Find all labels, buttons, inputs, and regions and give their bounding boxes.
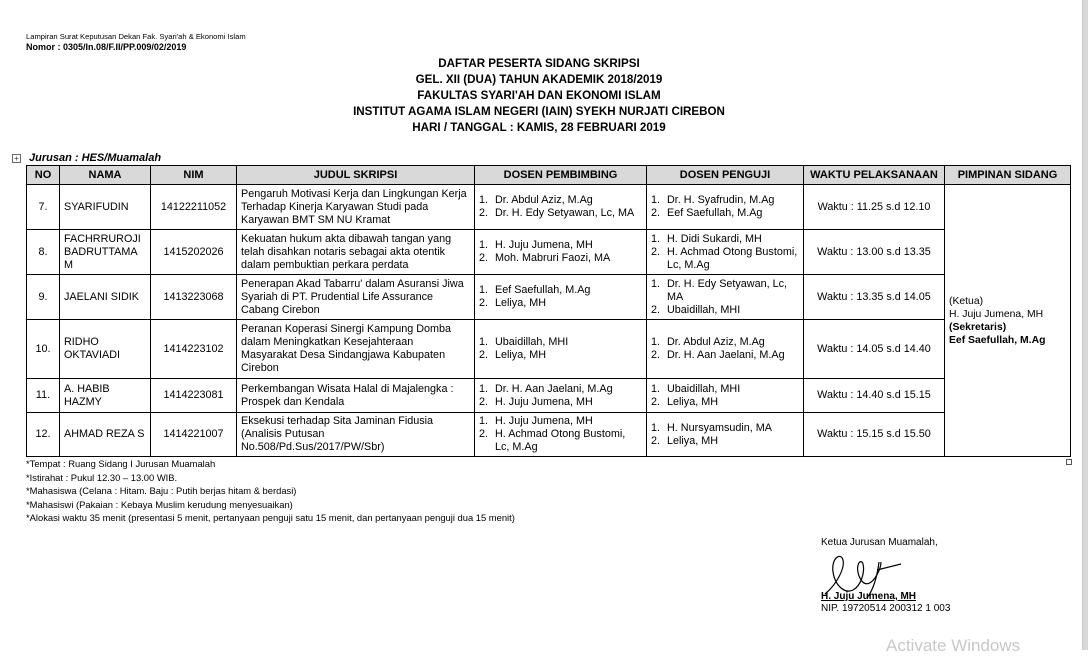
list-item — [651, 233, 799, 246]
note-item: *Mahasiswa (Celana : Hitam. Baju : Putih berjas hitam & berdasi) — [26, 485, 297, 496]
list-item — [479, 349, 642, 362]
list-item — [479, 207, 642, 220]
header-nim: NIM — [151, 166, 237, 185]
list-number: 1. — [651, 277, 661, 290]
list-item — [651, 435, 799, 448]
list-number: 1. — [651, 194, 661, 206]
table-header — [27, 166, 1071, 185]
lecturer-name: Eef Saefullah, M.Ag — [495, 284, 591, 296]
list-number: 1. — [479, 194, 489, 206]
list-item — [479, 396, 642, 409]
cell-judul: Perkembangan Wisata Halal di Majalengka : Prospek dan Kendala — [237, 379, 475, 413]
cell-penguji — [647, 230, 804, 275]
cell-penguji — [647, 413, 804, 457]
list-item — [479, 415, 642, 428]
list-number: 2. — [651, 434, 661, 447]
cell-nama: AHMAD REZA S — [60, 413, 151, 457]
reference — [26, 31, 246, 53]
cell-pembimbing — [475, 413, 647, 457]
header-penguji: DOSEN PENGUJI — [647, 166, 804, 185]
list-item — [479, 297, 642, 310]
lecturer-name: Dr. Abdul Aziz, M.Ag — [495, 194, 593, 206]
list-number: 2. — [479, 207, 489, 219]
decree-number: Nomor : 0305/In.08/F.II/PP.009/02/2019 — [26, 42, 187, 52]
cell-penguji — [647, 320, 804, 379]
cell-judul: Pengaruh Motivasi Kerja dan Lingkungan Kerja Terhadap Kinerja Karyawan Studi pada Karyawan BMT SM NU Kramat — [237, 185, 475, 230]
cell-waktu: Waktu : 11.25 s.d 12.10 — [804, 185, 945, 230]
table-row — [27, 275, 1071, 320]
list-number: 1. — [651, 382, 661, 395]
examiner-name: H. Achmad Otong Bustomi, Lc, M.Ag — [667, 245, 798, 271]
title-line: DAFTAR PESERTA SIDANG SKRIPSI — [438, 57, 640, 70]
examiner-name: Dr. H. Edy Setyawan, Lc, MA — [667, 277, 788, 303]
cell-no: 10. — [27, 320, 60, 379]
title-line: INSTITUT AGAMA ISLAM NEGERI (IAIN) SYEKH NURJATI CIREBON — [353, 105, 725, 118]
jurusan-label: Jurusan : HES/Muamalah — [29, 152, 162, 164]
lecturer-name: Dr. H. Aan Jaelani, M.Ag — [495, 382, 613, 395]
note-item: *Alokasi waktu 35 menit (presentasi 5 menit, pertanyaan penguji satu 15 menit, dan pertanyaan penguji dua 15 menit) — [26, 512, 515, 523]
note-item: *Mahasiswi (Pakaian : Kebaya Muslim kerudung menyesuaikan) — [26, 498, 293, 510]
cell-waktu: Waktu : 13.35 s.d 14.05 — [804, 275, 945, 320]
cell-judul: Kekuatan hukum akta dibawah tangan yang telah disahkan notaris sebagai akta otentik dalam pembuktian perkara perdata — [237, 230, 475, 275]
cell-pembimbing — [475, 230, 647, 275]
cell-pembimbing — [475, 185, 647, 230]
list-item — [651, 194, 799, 207]
list-item — [479, 239, 642, 252]
cell-waktu: Waktu : 14.05 s.d 14.40 — [804, 320, 945, 379]
cell-penguji — [647, 185, 804, 230]
list-number: 2. — [479, 297, 489, 309]
cell-nama: JAELANI SIDIK — [60, 275, 151, 320]
list-number: 2. — [479, 428, 489, 440]
cell-pembimbing — [475, 320, 647, 379]
list-item — [479, 428, 642, 454]
cell-judul: Peranan Koperasi Sinergi Kampung Domba dalam Meningkatkan Kesejahteraan Masyarakat Desa Sindangjawa Kabupaten Cirebon — [237, 320, 475, 379]
notes — [26, 457, 515, 525]
examiner-name: H. Didi Sukardi, MH — [667, 232, 762, 245]
cell-nim: 1414221007 — [151, 413, 237, 457]
lecturer-name: H. Achmad Otong Bustomi, Lc, M.Ag — [495, 428, 626, 453]
list-number: 2. — [651, 395, 661, 408]
title-line: GEL. XII (DUA) TAHUN AKADEMIK 2018/2019 — [415, 73, 663, 86]
list-item — [651, 396, 799, 409]
title-line: HARI / TANGGAL : KAMIS, 28 FEBRUARI 2019 — [412, 121, 666, 134]
lecturer-name: H. Juju Jumena, MH — [495, 395, 593, 408]
list-item — [651, 304, 799, 317]
signature-block — [821, 537, 951, 614]
examiner-name: Ubaidillah, MHI — [667, 382, 741, 395]
table-move-handle-icon[interactable]: + — [12, 154, 21, 163]
cell-nama: A. HABIB HAZMY — [60, 379, 151, 413]
cell-nim: 1414223102 — [151, 320, 237, 379]
list-item — [479, 336, 642, 349]
list-number: 1. — [651, 232, 661, 245]
list-number: 1. — [479, 415, 489, 427]
cell-penguji — [647, 379, 804, 413]
cell-waktu: Waktu : 15.15 s.d 15.50 — [804, 413, 945, 457]
note-item: *Tempat : Ruang Sidang I Jurusan Muamalah — [26, 458, 216, 469]
list-item — [651, 207, 799, 220]
lecturer-name: Leliya, MH — [495, 349, 547, 361]
cell-nim: 1413223068 — [151, 275, 237, 320]
list-number: 2. — [479, 349, 489, 361]
table-row — [27, 185, 1071, 230]
list-item — [651, 278, 799, 304]
cell-no: 12. — [27, 413, 60, 457]
header-nama: NAMA — [60, 166, 151, 185]
examiner-name: H. Nursyamsudin, MA — [667, 421, 772, 434]
ketua-label: (Ketua) — [949, 295, 984, 307]
header-pembimbing: DOSEN PEMBIMBING — [475, 166, 647, 185]
cell-no: 7. — [27, 185, 60, 230]
list-number: 1. — [479, 239, 489, 251]
cell-nama: RIDHO OKTAVIADI — [60, 320, 151, 379]
list-number: 1. — [651, 336, 661, 348]
cell-pembimbing — [475, 275, 647, 320]
note-item: *Istirahat : Pukul 12.30 – 13.00 WIB. — [26, 471, 178, 483]
cell-judul: Eksekusi terhadap Sita Jaminan Fidusia (Analisis Putusan No.508/Pd.Sus/2017/PW/Sbr) — [237, 413, 475, 457]
cell-judul: Penerapan Akad Tabarru' dalam Asuransi Jiwa Syariah di PT. Prudential Life Assurance Cabang Cirebon — [237, 275, 475, 320]
list-number: 1. — [479, 382, 489, 395]
cell-no: 8. — [27, 230, 60, 275]
table-resize-handle-icon[interactable] — [1066, 459, 1072, 465]
cell-penguji — [647, 275, 804, 320]
lecturer-name: Dr. H. Edy Setyawan, Lc, MA — [495, 207, 635, 219]
cell-nim: 1414223081 — [151, 379, 237, 413]
list-number: 1. — [651, 421, 661, 434]
lecturer-name: H. Juju Jumena, MH — [495, 415, 593, 427]
list-item — [651, 383, 799, 396]
handwritten-signature-icon — [819, 550, 919, 602]
list-number: 2. — [479, 395, 489, 408]
header-pimpinan: PIMPINAN SIDANG — [945, 166, 1071, 185]
document-title — [0, 56, 1078, 136]
list-item — [479, 284, 642, 297]
list-number: 2. — [651, 303, 661, 316]
list-number: 2. — [651, 349, 661, 361]
list-item — [479, 252, 642, 265]
lecturer-name: Leliya, MH — [495, 297, 547, 309]
cell-nama: SYARIFUDIN — [60, 185, 151, 230]
examiner-name: Leliya, MH — [667, 395, 719, 408]
lecturer-name: H. Juju Jumena, MH — [495, 239, 593, 251]
participants-table — [26, 165, 1071, 457]
table-row — [27, 379, 1071, 413]
lecturer-name: Ubaidillah, MHI — [495, 336, 569, 348]
signature-title: Ketua Jurusan Muamalah, — [821, 537, 938, 548]
header-no: NO — [27, 166, 60, 185]
list-number: 1. — [479, 336, 489, 348]
list-number: 2. — [651, 245, 661, 258]
examiner-name: Dr. H. Aan Jaelani, M.Ag — [667, 349, 785, 361]
ketua-name: H. Juju Jumena, MH — [949, 308, 1044, 320]
list-item — [479, 383, 642, 396]
list-item — [651, 336, 799, 349]
sekretaris-name: Eef Saefullah, M.Ag — [949, 334, 1046, 346]
cell-nim: 14122211052 — [151, 185, 237, 230]
cell-pembimbing — [475, 379, 647, 413]
cell-nama: FACHRRUROJI BADRUTTAMA M — [60, 230, 151, 275]
examiner-name: Eef Saefullah, M.Ag — [667, 207, 763, 219]
cell-nim: 1415202026 — [151, 230, 237, 275]
reference-line: Lampiran Surat Keputusan Dekan Fak. Syari'ah & Ekonomi Islam — [26, 32, 246, 41]
examiner-name: Dr. H. Syafrudin, M.Ag — [667, 194, 775, 206]
list-item — [651, 349, 799, 362]
signatory-name: H. Juju Jumena, MH — [821, 591, 917, 602]
list-number: 1. — [479, 284, 489, 296]
table-row — [27, 413, 1071, 457]
title-line: FAKULTAS SYARI'AH DAN EKONOMI ISLAM — [417, 89, 661, 102]
table-row — [27, 320, 1071, 379]
list-item — [651, 422, 799, 435]
examiner-name: Dr. Abdul Aziz, M.Ag — [667, 336, 765, 348]
lecturer-name: Moh. Mabruri Faozi, MA — [495, 252, 611, 264]
cell-waktu: Waktu : 14.40 s.d 15.15 — [804, 379, 945, 413]
list-number: 2. — [479, 252, 489, 264]
list-number: 2. — [651, 207, 661, 219]
examiner-name: Ubaidillah, MHI — [667, 303, 741, 316]
signatory-nip: NIP. 19720514 200312 1 003 — [821, 603, 951, 614]
examiner-name: Leliya, MH — [667, 434, 719, 447]
header-waktu: WAKTU PELAKSANAAN — [804, 166, 945, 185]
table-row — [27, 230, 1071, 275]
list-item — [651, 246, 799, 272]
header-judul: JUDUL SKRIPSI — [237, 166, 475, 185]
activation-watermark: Activate Windows — [886, 636, 1021, 655]
cell-no: 9. — [27, 275, 60, 320]
cell-pimpinan — [945, 185, 1071, 457]
cell-waktu: Waktu : 13.00 s.d 13.35 — [804, 230, 945, 275]
sekretaris-label: (Sekretaris) — [949, 321, 1007, 333]
cell-no: 11. — [27, 379, 60, 413]
window-edge — [1082, 0, 1088, 650]
list-item — [479, 194, 642, 207]
